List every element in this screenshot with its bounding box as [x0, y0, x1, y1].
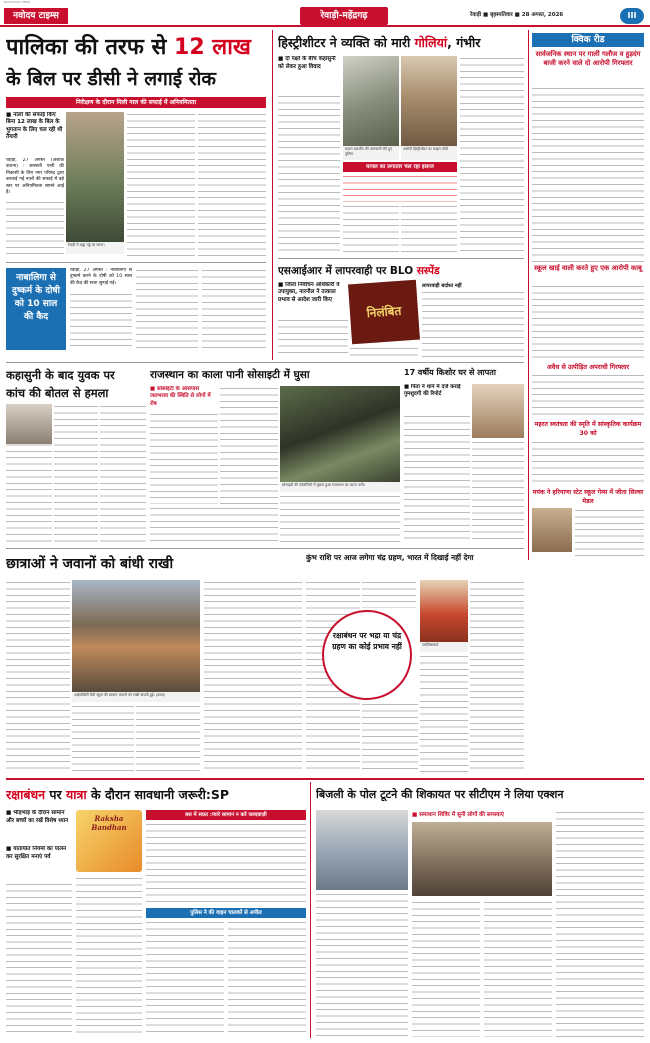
hist-headline-end: , गंभीर	[447, 35, 481, 50]
electric-photo	[316, 810, 408, 890]
hist-headline-red: गोलियां	[414, 35, 448, 50]
edition-label: रेवाड़ी-महेंद्रगढ़	[300, 7, 388, 25]
kahasuni-headline-1: कहासुनी के बाद युवक पर	[6, 368, 115, 382]
top-strip: NAVODAYA TIMES	[4, 0, 31, 4]
hist-photo-police	[343, 56, 399, 146]
quick-story5-head: मयंक ने हरियाणा स्टेट स्कूल गेम्स में जीता सिल्वर मेडल	[532, 489, 644, 505]
missing-headline: 17 वर्षीय किशोर घर से लापता	[404, 368, 496, 377]
hist-body-4	[460, 56, 524, 254]
eclipse-photo	[420, 580, 468, 642]
lead-headline-a: पालिका की तरफ से	[6, 35, 167, 60]
rajasthan-body-2	[220, 386, 278, 504]
hist-side-title: ■ दो पक्षों के बीच कहासुनी को लेकर हुआ विवाद	[278, 56, 336, 70]
eclipse-body-2	[362, 580, 416, 608]
lead-photo	[66, 112, 124, 242]
rajasthan-side: ■ सोसाइटी के आसपास जलभराव की स्थिति से लोगों में रोष	[150, 386, 211, 407]
hist-headline-a: हिस्ट्रीशीटर ने व्यक्ति को मारी	[278, 35, 411, 50]
hist-photo-police-caption: घायल बलजीत की जानकारी लेते हुए पुलिस	[343, 146, 399, 160]
kahasuni-body-3	[100, 404, 146, 544]
electric-photo-2	[412, 822, 552, 896]
eclipse-body-5	[470, 580, 524, 774]
masthead	[0, 5, 650, 27]
quick-story2-body	[532, 284, 644, 358]
sir-body-1	[278, 318, 348, 358]
page-number: III	[620, 8, 644, 24]
students-photo	[72, 580, 200, 692]
lead-headline-amount: 12 लाख	[174, 35, 251, 60]
quick-story5-body	[575, 508, 644, 560]
raksha-side-2: ■ यातायात नियमों का पालन कर सुरक्षित मनाएं पर्व	[6, 846, 67, 860]
electric-body-3	[484, 900, 552, 1037]
missing-body-2	[472, 440, 524, 544]
raksha-card-title: Raksha Bandhan	[91, 814, 127, 832]
lead-headline-line2: के बिल पर डीसी ने लगाई रोक	[6, 68, 217, 90]
hist-body-1	[278, 94, 340, 254]
quick-story4-head: महरत स्वतंत्रता की स्मृति में सांस्कृतिक कार्यक्रम 30 को	[534, 421, 642, 437]
eclipse-circle: रक्षाबंधन पर भद्रा या चंद्र ग्रहण का कोई प्रभाव नहीं	[322, 610, 412, 700]
electric-side: ■ समाधान शिविर में सुनी लोगों की समस्याएं	[412, 812, 504, 818]
sir-sub1: लापरवाही बर्दाश्त नहीं	[422, 283, 462, 289]
students-headline: छात्राओं ने जवानों को बांधी राखी	[6, 556, 174, 572]
rajasthan-body-1	[150, 412, 218, 504]
missing-body-1	[404, 414, 470, 544]
quick-story1-head: सार्वजनिक स्थान पर गाली गलौज व हुड़दंग बाजी करने वाले दो आरोपी गिरफ्तार	[535, 50, 641, 67]
sir-body-3	[422, 290, 524, 358]
raksha-headline-b: पर	[45, 787, 66, 802]
raksha-headline	[6, 784, 306, 806]
crime-body-1	[70, 292, 132, 350]
sir-stamp: निलंबित	[348, 280, 420, 345]
raksha-bar-1-body	[146, 822, 306, 906]
students-photo-caption: आईजीबीटी वैली स्कूल की छात्राएं जवानों को राखी बांधती हुई। (छाया)	[72, 692, 200, 702]
quick-story1-body	[532, 86, 644, 262]
raksha-side-1: ■ भीड़भाड़ के दौरान सामान और बच्चों का रखें विशेष ध्यान	[6, 810, 69, 824]
missing-photo	[472, 384, 524, 438]
rajasthan-photo	[280, 386, 400, 482]
kahasuni-body-2	[54, 404, 98, 544]
students-body-2	[72, 704, 134, 774]
hist-red-summary	[343, 174, 457, 202]
eclipse-body-3	[362, 702, 418, 774]
hist-photo-accused	[401, 56, 457, 146]
lead-subhead: निरीक्षण के दौरान मिली नाल की सफाई में अनियमितता	[6, 97, 266, 108]
crime-body-3	[202, 268, 266, 350]
rajasthan-body-3	[280, 494, 400, 544]
sir-body-2	[350, 346, 418, 358]
hist-headline	[278, 33, 524, 53]
sir-side: ■ जिला निर्वाचन अधिकारी व उपायुक्त, नारनौल ने तत्काल प्रभाव से आदेश जारी किए	[278, 282, 340, 303]
raksha-bar-1: बस में सफ़र :प्यारे सामान न करें जल्दबाज़ी	[146, 810, 306, 820]
raksha-headline-a: रक्षाबंधन	[6, 787, 46, 802]
raksha-body-1	[6, 882, 72, 1037]
lead-body-col1: रेवाड़ी, 27 अगस्त (अशोक कथना) : बरसाती पानी की निकासी के लिए नगर परिषद द्वारा करवाई गई नालों की सफाई में बड़े स्तर पर अनियमितता सामने आई है।	[6, 158, 64, 196]
hist-body-2	[343, 204, 399, 254]
lead-side-title: ■ नालों की सफाई किए बिना 12 लाख के बिल के भुगतान के लिए चल रही थी तैयारी	[6, 112, 63, 141]
sir-headline	[278, 262, 524, 280]
sir-headline-red: सस्पेंड	[416, 265, 440, 277]
eclipse-headline: कुंभ राशि पर आज लगेगा चंद्र ग्रहण, भारत में दिखाई नहीं देगा	[306, 553, 474, 562]
hist-body-3	[401, 204, 457, 254]
quick-story3-head: अवैध से उत्पीड़ित अपराधी गिरफ्तार	[546, 363, 630, 371]
hist-redbar: घायल का लगातार चल रहा इलाज	[343, 162, 457, 172]
raksha-card	[76, 810, 142, 872]
missing-side: ■ पिता ने थाने में दर्ज कराई गुमशुदगी की रिपोर्ट	[404, 384, 461, 398]
page-dateline: रेवाड़ी ■ बृहस्पतिवार ■ 28 अगस्त, 2026	[470, 12, 564, 18]
kahasuni-headline-2: कांच की बोतल से हमला	[6, 386, 109, 400]
raksha-bar-2-body-2	[228, 920, 306, 1037]
eclipse-body-4	[420, 654, 468, 774]
newspaper-logo: नवोदय टाइम्स	[4, 8, 68, 24]
kahasuni-photo	[6, 404, 52, 444]
rajasthan-headline: राजस्थान का काला पानी सोसाइटी में घुसा	[150, 369, 310, 381]
lead-headline-line1	[6, 33, 266, 63]
quick-read-title: क्विक रीड	[532, 33, 644, 47]
crime-body-2	[136, 268, 198, 350]
electric-body-1	[316, 892, 408, 1037]
raksha-bar-2: पुलिस ने की वाहन चालकों से अपील	[146, 908, 306, 918]
rajasthan-photo-caption: सोसाइटी की कॉलोनियों में घुसता हुआ राजस्थान का काला पानी।	[280, 482, 400, 492]
students-body-4	[204, 580, 302, 774]
electric-body-2	[412, 900, 480, 1037]
crime-dateline: रेवाड़ी, 27 अगस्त : नाबालिगा से दुष्कर्म करने के दोषी को 10 साल की कैद की सजा सुनाई गई।	[70, 268, 132, 286]
quick-story4-body	[532, 440, 644, 486]
students-body-3	[136, 704, 200, 774]
kahasuni-headline	[6, 366, 146, 402]
hist-photo-accused-caption: आरोपी हिस्ट्रीशीटर का फाइल फोटो	[401, 146, 457, 160]
raksha-bar-2-body-1	[146, 920, 224, 1037]
raksha-headline-c: यात्रा	[66, 787, 87, 802]
raksha-body-2	[76, 876, 142, 1037]
quick-story5-photo	[532, 508, 572, 552]
students-body-1	[6, 580, 70, 774]
rajasthan-body-4	[150, 506, 278, 544]
electric-headline: बिजली के पोल टूटने की शिकायत पर सीटीएम ने लिया एक्शन	[316, 788, 564, 801]
lead-photo-caption: रेवाड़ी में अड्डा गड्ढे का घटना।	[66, 242, 124, 254]
eclipse-photo-caption: ज्योतिषाचार्य	[420, 642, 468, 652]
electric-body-4	[556, 810, 644, 1037]
crime-box: नाबालिगा से दुष्कर्म के दोषी को 10 साल की कैद	[6, 268, 66, 350]
raksha-headline-d: के दौरान सावधानी जरूरी:SP	[86, 787, 230, 802]
quick-story2-head: स्कूल खाई वाली करते हुए एक आरोपी काबू	[534, 264, 642, 272]
sir-headline-a: एसआईआर में लापरवाही पर BLO	[278, 265, 414, 277]
lead-body-col1-lines	[6, 200, 64, 258]
quick-story3-body	[532, 373, 644, 419]
lead-body-col2	[127, 112, 195, 258]
lead-body-col3	[198, 112, 266, 258]
